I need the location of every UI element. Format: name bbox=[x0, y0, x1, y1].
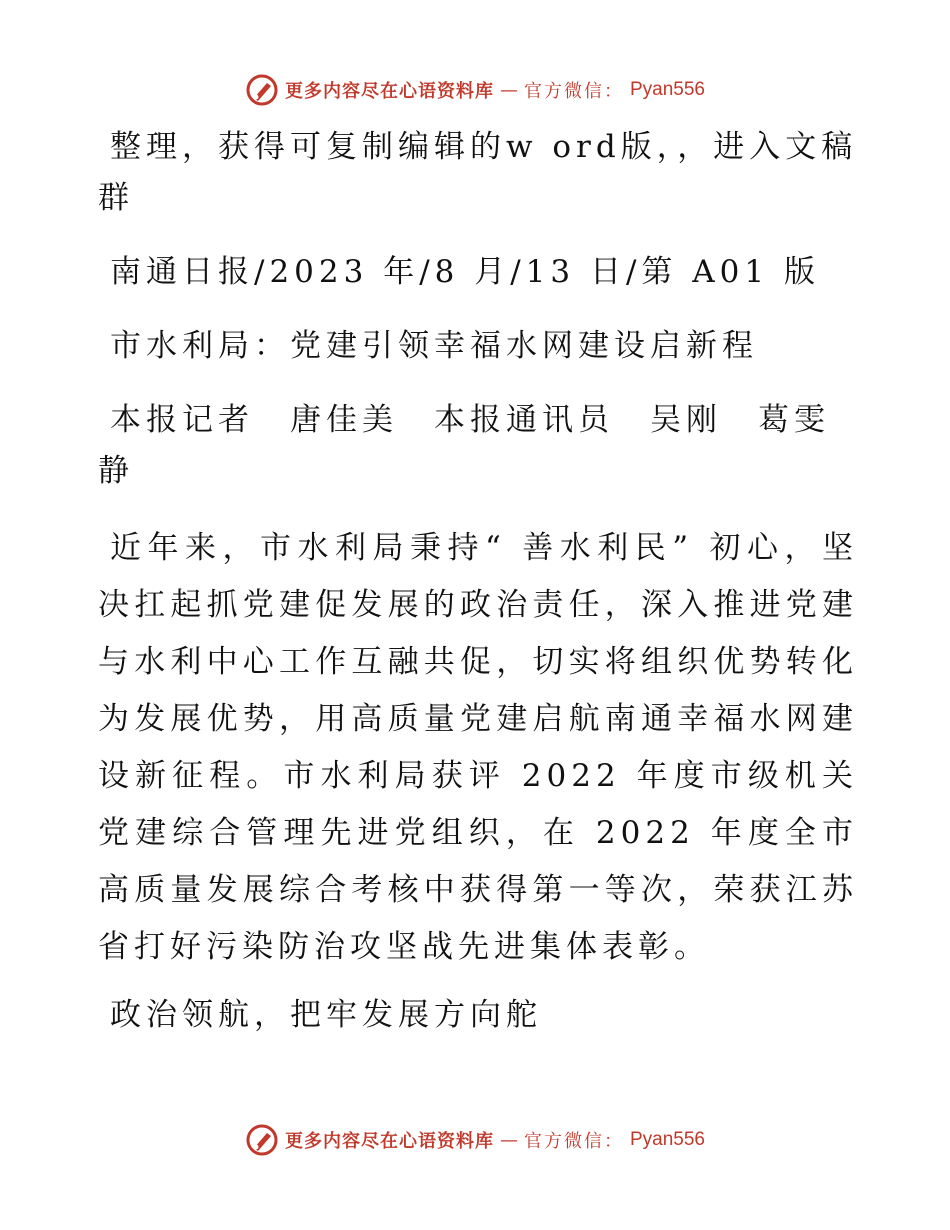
source-line: 南通日报/2023 年/8 月/13 日/第 A01 版 bbox=[110, 254, 820, 290]
watermark-separator: — bbox=[499, 79, 518, 101]
pen-logo-icon bbox=[245, 1123, 279, 1157]
body-paragraph: 近年来，市水利局秉持“ 善水利民” 初心，坚决扛起抓党建促发展的政治责任，深入推进党建与水利中心工作互融共促，切实将组织优势转化为发展优势，用高质量党建启航南通幸福水网建设新征程。市水利局获评 2022 年度市级机关党建综合管理先进党组织，在 2022 年度全市高质量发展综合考核中获得第一等次，荣获江苏省打好污染防治攻坚战先进集体表彰。 bbox=[98, 530, 858, 965]
watermark-separator: — bbox=[499, 1129, 518, 1151]
watermark-site-text: 更多内容尽在心语资料库 bbox=[284, 1131, 494, 1152]
article-headline: 市水利局：党建引领幸福水网建设启新程 bbox=[110, 328, 758, 364]
watermark-wechat-label: 官方微信： bbox=[523, 81, 624, 102]
watermark-wechat-id: Pyan556 bbox=[629, 1129, 705, 1150]
pen-logo-icon bbox=[245, 73, 279, 107]
footer-watermark bbox=[0, 1120, 950, 1160]
section-heading: 政治领航，把牢发展方向舵 bbox=[110, 997, 542, 1033]
document-body bbox=[98, 122, 858, 1064]
watermark-site-text: 更多内容尽在心语资料库 bbox=[284, 81, 494, 102]
watermark-wechat-id: Pyan556 bbox=[629, 79, 705, 100]
intro-line: 整理，获得可复制编辑的w ord版，，进入文稿群 bbox=[98, 129, 858, 216]
watermark-wechat-label: 官方微信： bbox=[523, 1131, 624, 1152]
header-watermark bbox=[0, 70, 950, 110]
article-byline: 本报记者 唐佳美 本报通讯员 吴刚 葛雯静 bbox=[98, 402, 830, 489]
